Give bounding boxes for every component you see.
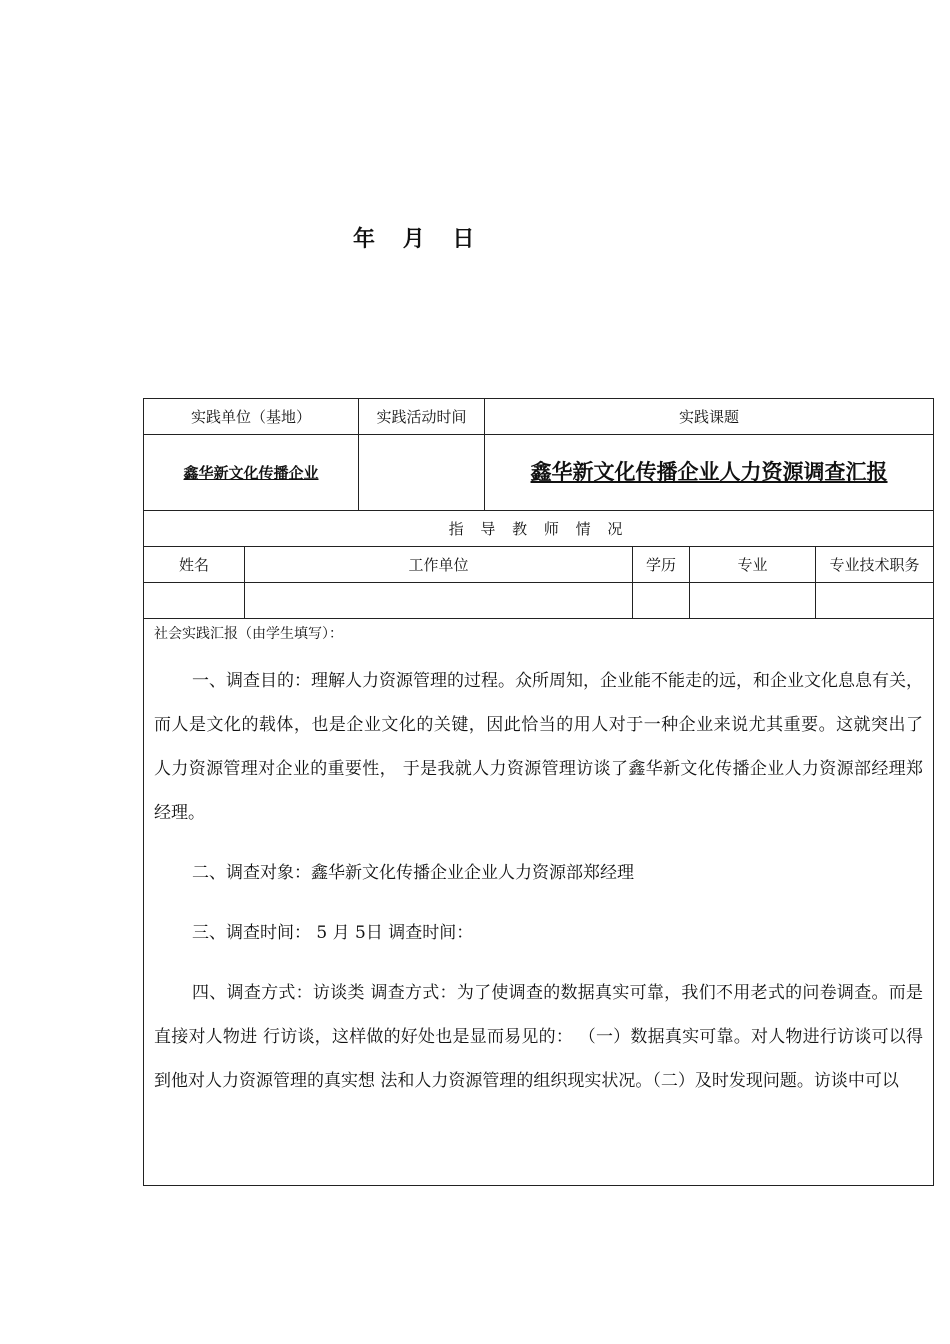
guide-section-title: 指 导 教 师 情 况: [144, 511, 934, 547]
year-label: 年: [353, 226, 376, 252]
teacher-name-cell[interactable]: [144, 583, 245, 619]
report-paragraph-method: 四、调查方式：访谈类 调查方式：为了使调查的数据真实可靠，我们不用老式的问卷调查。而是直接对人物进 行访谈，这样做的好处也是显而易见的： （一）数据真实可靠。对人物进行访谈可以得到他对人力资源管理的真实想 法和人力资源管理的组织现实状况。（二）及时发现问题。访谈中可以: [154, 983, 924, 1091]
activity-time-cell[interactable]: [359, 435, 485, 511]
col-title-header: 专业技术职务: [816, 547, 934, 583]
report-paragraph-subject: 二、调查对象：鑫华新文化传播企业企业人力资源部郑经理: [192, 863, 634, 883]
topic-title: 鑫华新文化传播企业人力资源调查汇报: [530, 460, 888, 484]
activity-time-header: 实践活动时间: [359, 399, 485, 435]
report-paragraph-time: 三、调查时间： 5 月 5日 调查时间：: [192, 923, 474, 943]
teacher-workplace-cell[interactable]: [245, 583, 633, 619]
unit-name-cell: [144, 435, 359, 511]
practice-unit-header: 实践单位（基地）: [144, 399, 359, 435]
col-name-header: 姓名: [144, 547, 245, 583]
topic-header: 实践课题: [485, 399, 934, 435]
day-label: 日: [452, 226, 475, 252]
col-education-header: 学历: [633, 547, 690, 583]
practice-form-table: [143, 398, 934, 1186]
col-workplace-header: 工作单位: [245, 547, 633, 583]
topic-cell: [485, 435, 934, 511]
teacher-education-cell[interactable]: [633, 583, 690, 619]
col-major-header: 专业: [690, 547, 816, 583]
month-label: 月: [402, 226, 425, 252]
report-cell: [144, 619, 934, 1186]
teacher-major-cell[interactable]: [690, 583, 816, 619]
report-paragraph-purpose: 一、调查目的：理解人力资源管理的过程。众所周知，企业能不能走的远，和企业文化息息有关，而人是文化的载体，也是企业文化的关键，因此恰当的用人对于一种企业来说尤其重要。这就突出了 人力资源管理对企业的重要性， 于是我就人力资源管理访谈了鑫华新文化传播企业人力资源部经理郑经理。: [154, 671, 924, 823]
unit-name: 鑫华新文化传播企业: [183, 464, 319, 482]
report-heading: 社会实践汇报（由学生填写）：: [154, 626, 343, 642]
date-line: [353, 222, 494, 253]
teacher-title-cell[interactable]: [816, 583, 934, 619]
report-body: [144, 619, 933, 1185]
